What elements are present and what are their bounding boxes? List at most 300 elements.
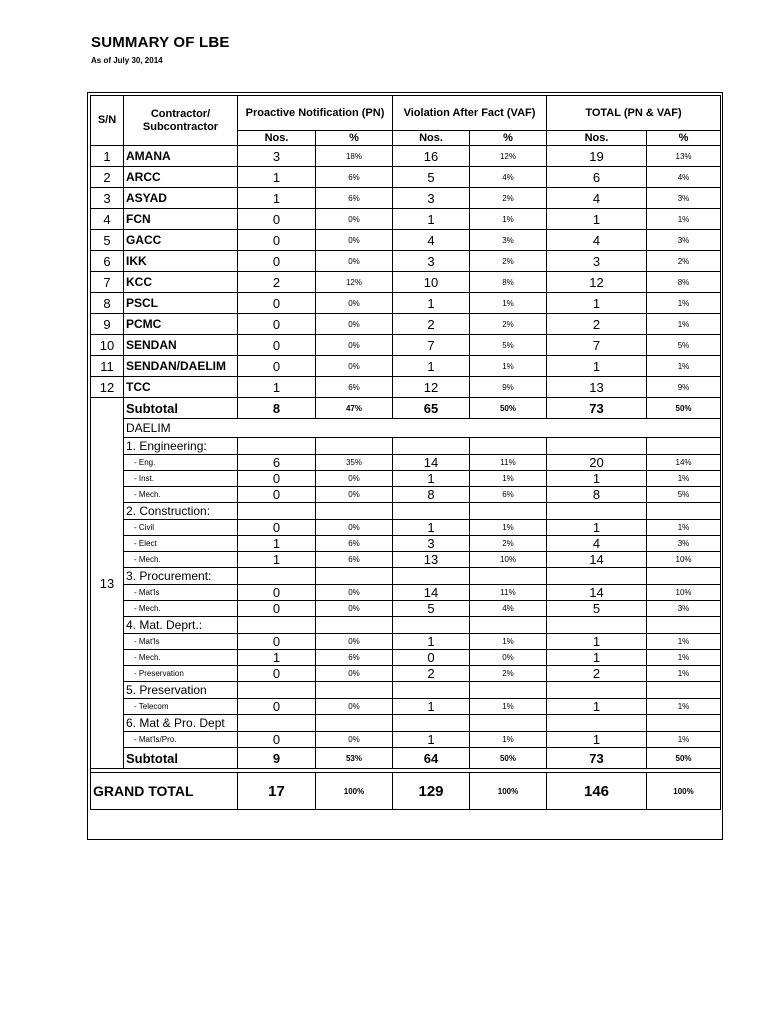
pn-percent: 53% — [316, 748, 393, 769]
header-pn: Proactive Notification (PN) — [238, 96, 393, 131]
empty-cell — [647, 503, 721, 520]
summary-table — [90, 95, 721, 810]
table-row — [91, 167, 721, 188]
empty-cell — [238, 617, 316, 634]
total-count: 8 — [547, 487, 647, 503]
pn-percent: 18% — [316, 146, 393, 167]
vaf-count: 1 — [393, 356, 470, 377]
empty-cell — [238, 682, 316, 699]
pn-count: 1 — [238, 167, 316, 188]
vaf-percent: 0% — [470, 650, 547, 666]
total-count: 1 — [547, 699, 647, 715]
group-header-row — [91, 419, 721, 438]
list-item — [91, 601, 721, 617]
total-count: 1 — [547, 471, 647, 487]
serial-number: 1 — [91, 146, 124, 167]
pn-percent: 0% — [316, 230, 393, 251]
item-name: - Civil — [124, 520, 238, 536]
item-name: - Mat'ls — [124, 634, 238, 650]
item-name: - Mech. — [124, 650, 238, 666]
pn-count: 17 — [238, 773, 316, 810]
item-name: - Mat'ls/Pro. — [124, 732, 238, 748]
vaf-count: 0 — [393, 650, 470, 666]
vaf-count: 5 — [393, 167, 470, 188]
category-label: 2. Construction: — [124, 503, 238, 520]
pn-percent: 100% — [316, 773, 393, 810]
empty-cell — [547, 438, 647, 455]
list-item — [91, 552, 721, 568]
vaf-count: 1 — [393, 699, 470, 715]
pn-percent: 6% — [316, 188, 393, 209]
subtotal-row — [91, 398, 721, 419]
total-count: 1 — [547, 732, 647, 748]
header-pn-nos: Nos. — [238, 131, 316, 146]
empty-cell — [393, 682, 470, 699]
pn-percent: 0% — [316, 699, 393, 715]
serial-number: 11 — [91, 356, 124, 377]
vaf-count: 2 — [393, 314, 470, 335]
table-row — [91, 356, 721, 377]
total-count: 20 — [547, 455, 647, 471]
serial-number: 10 — [91, 335, 124, 356]
empty-cell — [316, 715, 393, 732]
total-percent: 1% — [647, 293, 721, 314]
vaf-percent: 9% — [470, 377, 547, 398]
category-row — [91, 682, 721, 699]
pn-percent: 0% — [316, 356, 393, 377]
pn-count: 1 — [238, 188, 316, 209]
vaf-count: 8 — [393, 487, 470, 503]
vaf-count: 1 — [393, 471, 470, 487]
vaf-percent: 4% — [470, 601, 547, 617]
vaf-count: 1 — [393, 634, 470, 650]
category-label: 1. Engineering: — [124, 438, 238, 455]
empty-cell — [547, 715, 647, 732]
table-row — [91, 314, 721, 335]
pn-count: 3 — [238, 146, 316, 167]
vaf-percent: 12% — [470, 146, 547, 167]
pn-count: 0 — [238, 293, 316, 314]
total-count: 146 — [547, 773, 647, 810]
item-name: - Mat'ls — [124, 585, 238, 601]
empty-cell — [316, 617, 393, 634]
total-percent: 100% — [647, 773, 721, 810]
table-row — [91, 251, 721, 272]
table-row — [91, 146, 721, 167]
empty-cell — [393, 438, 470, 455]
subtotal-row — [91, 748, 721, 769]
category-label: 3. Procurement: — [124, 568, 238, 585]
pn-count: 1 — [238, 650, 316, 666]
pn-percent: 0% — [316, 520, 393, 536]
pn-count: 0 — [238, 487, 316, 503]
category-row — [91, 438, 721, 455]
total-percent: 1% — [647, 650, 721, 666]
total-percent: 4% — [647, 167, 721, 188]
total-percent: 3% — [647, 601, 721, 617]
vaf-percent: 2% — [470, 251, 547, 272]
pn-percent: 0% — [316, 293, 393, 314]
pn-count: 0 — [238, 251, 316, 272]
category-row — [91, 617, 721, 634]
contractor-name: TCC — [124, 377, 238, 398]
vaf-count: 12 — [393, 377, 470, 398]
table-row — [91, 188, 721, 209]
pn-percent: 35% — [316, 455, 393, 471]
vaf-count: 5 — [393, 601, 470, 617]
grand-total-row — [91, 773, 721, 810]
total-count: 1 — [547, 520, 647, 536]
category-label: 6. Mat & Pro. Dept — [124, 715, 238, 732]
empty-cell — [238, 568, 316, 585]
vaf-percent: 1% — [470, 699, 547, 715]
pn-percent: 0% — [316, 209, 393, 230]
total-percent: 1% — [647, 471, 721, 487]
header-vaf-nos: Nos. — [393, 131, 470, 146]
pn-percent: 0% — [316, 634, 393, 650]
vaf-count: 3 — [393, 188, 470, 209]
vaf-count: 3 — [393, 536, 470, 552]
header-contractor: Contractor/ Subcontractor — [124, 96, 238, 146]
vaf-count: 4 — [393, 230, 470, 251]
pn-percent: 6% — [316, 552, 393, 568]
grand-total-label: GRAND TOTAL — [91, 773, 238, 810]
item-name: - Mech. — [124, 601, 238, 617]
table-row — [91, 230, 721, 251]
pn-count: 0 — [238, 314, 316, 335]
empty-cell — [470, 568, 547, 585]
pn-percent: 0% — [316, 666, 393, 682]
empty-cell — [547, 682, 647, 699]
total-percent: 3% — [647, 188, 721, 209]
total-count: 12 — [547, 272, 647, 293]
pn-count: 1 — [238, 377, 316, 398]
total-percent: 5% — [647, 487, 721, 503]
summary-table-frame — [87, 92, 723, 840]
total-count: 2 — [547, 666, 647, 682]
pn-count: 1 — [238, 552, 316, 568]
empty-cell — [393, 568, 470, 585]
empty-cell — [470, 503, 547, 520]
serial-number: 3 — [91, 188, 124, 209]
serial-number: 9 — [91, 314, 124, 335]
pn-percent: 0% — [316, 335, 393, 356]
contractor-name: ARCC — [124, 167, 238, 188]
total-count: 4 — [547, 230, 647, 251]
pn-percent: 6% — [316, 167, 393, 188]
vaf-count: 7 — [393, 335, 470, 356]
vaf-percent: 11% — [470, 585, 547, 601]
vaf-percent: 2% — [470, 666, 547, 682]
vaf-count: 3 — [393, 251, 470, 272]
total-percent: 13% — [647, 146, 721, 167]
group-name-daelim: DAELIM — [124, 419, 721, 438]
vaf-count: 1 — [393, 209, 470, 230]
empty-cell — [393, 617, 470, 634]
pn-count: 6 — [238, 455, 316, 471]
vaf-percent: 10% — [470, 552, 547, 568]
empty-cell — [647, 617, 721, 634]
total-count: 3 — [547, 251, 647, 272]
total-count: 4 — [547, 536, 647, 552]
total-percent: 50% — [647, 398, 721, 419]
serial-number: 4 — [91, 209, 124, 230]
item-name: - Mech. — [124, 552, 238, 568]
vaf-count: 16 — [393, 146, 470, 167]
total-percent: 9% — [647, 377, 721, 398]
vaf-count: 65 — [393, 398, 470, 419]
total-percent: 14% — [647, 455, 721, 471]
empty-cell — [316, 682, 393, 699]
pn-count: 2 — [238, 272, 316, 293]
list-item — [91, 732, 721, 748]
pn-count: 0 — [238, 335, 316, 356]
total-percent: 1% — [647, 314, 721, 335]
vaf-percent: 50% — [470, 748, 547, 769]
header-total-pct: % — [647, 131, 721, 146]
contractor-name: SENDAN/DAELIM — [124, 356, 238, 377]
pn-count: 0 — [238, 732, 316, 748]
total-percent: 50% — [647, 748, 721, 769]
empty-cell — [647, 682, 721, 699]
category-label: 4. Mat. Deprt.: — [124, 617, 238, 634]
pn-percent: 0% — [316, 314, 393, 335]
total-percent: 5% — [647, 335, 721, 356]
pn-percent: 0% — [316, 471, 393, 487]
pn-count: 9 — [238, 748, 316, 769]
vaf-percent: 6% — [470, 487, 547, 503]
list-item — [91, 487, 721, 503]
total-count: 2 — [547, 314, 647, 335]
vaf-percent: 50% — [470, 398, 547, 419]
pn-percent: 0% — [316, 487, 393, 503]
vaf-count: 14 — [393, 455, 470, 471]
empty-cell — [238, 438, 316, 455]
serial-number: 7 — [91, 272, 124, 293]
list-item — [91, 634, 721, 650]
empty-cell — [316, 438, 393, 455]
subtotal-label: Subtotal — [124, 398, 238, 419]
page-subtitle: As of July 30, 2014 — [91, 56, 163, 65]
total-percent: 3% — [647, 230, 721, 251]
pn-count: 0 — [238, 634, 316, 650]
vaf-percent: 1% — [470, 356, 547, 377]
empty-cell — [238, 503, 316, 520]
contractor-name: PSCL — [124, 293, 238, 314]
pn-percent: 6% — [316, 377, 393, 398]
contractor-name: KCC — [124, 272, 238, 293]
vaf-percent: 11% — [470, 455, 547, 471]
total-percent: 1% — [647, 699, 721, 715]
table-row — [91, 272, 721, 293]
serial-number: 2 — [91, 167, 124, 188]
total-count: 1 — [547, 356, 647, 377]
vaf-percent: 2% — [470, 188, 547, 209]
contractor-name: FCN — [124, 209, 238, 230]
serial-number-daelim: 13 — [91, 398, 124, 769]
total-count: 1 — [547, 293, 647, 314]
vaf-count: 1 — [393, 520, 470, 536]
vaf-percent: 2% — [470, 536, 547, 552]
total-count: 73 — [547, 748, 647, 769]
pn-count: 0 — [238, 230, 316, 251]
vaf-percent: 8% — [470, 272, 547, 293]
total-percent: 10% — [647, 552, 721, 568]
pn-count: 0 — [238, 699, 316, 715]
header-vaf-pct: % — [470, 131, 547, 146]
category-row — [91, 568, 721, 585]
vaf-count: 1 — [393, 293, 470, 314]
list-item — [91, 455, 721, 471]
subtotal-label: Subtotal — [124, 748, 238, 769]
total-count: 14 — [547, 552, 647, 568]
pn-count: 8 — [238, 398, 316, 419]
pn-percent: 0% — [316, 601, 393, 617]
pn-count: 0 — [238, 356, 316, 377]
serial-number: 8 — [91, 293, 124, 314]
vaf-count: 13 — [393, 552, 470, 568]
vaf-percent: 1% — [470, 732, 547, 748]
serial-number: 12 — [91, 377, 124, 398]
total-percent: 1% — [647, 634, 721, 650]
vaf-percent: 1% — [470, 209, 547, 230]
item-name: - Elect — [124, 536, 238, 552]
total-percent: 1% — [647, 209, 721, 230]
list-item — [91, 471, 721, 487]
vaf-percent: 3% — [470, 230, 547, 251]
pn-percent: 0% — [316, 732, 393, 748]
header-vaf: Violation After Fact (VAF) — [393, 96, 547, 131]
vaf-count: 1 — [393, 732, 470, 748]
vaf-percent: 1% — [470, 634, 547, 650]
table-row — [91, 209, 721, 230]
total-percent: 1% — [647, 666, 721, 682]
total-count: 4 — [547, 188, 647, 209]
list-item — [91, 699, 721, 715]
pn-count: 0 — [238, 209, 316, 230]
total-count: 7 — [547, 335, 647, 356]
page-title: SUMMARY OF LBE — [91, 34, 230, 51]
total-percent: 1% — [647, 520, 721, 536]
vaf-percent: 5% — [470, 335, 547, 356]
total-count: 14 — [547, 585, 647, 601]
pn-percent: 0% — [316, 585, 393, 601]
header-sn: S/N — [91, 96, 124, 146]
empty-cell — [316, 568, 393, 585]
contractor-name: SENDAN — [124, 335, 238, 356]
pn-count: 1 — [238, 536, 316, 552]
vaf-count: 10 — [393, 272, 470, 293]
category-row — [91, 715, 721, 732]
vaf-percent: 1% — [470, 520, 547, 536]
empty-cell — [647, 715, 721, 732]
serial-number: 5 — [91, 230, 124, 251]
total-count: 5 — [547, 601, 647, 617]
category-label: 5. Preservation — [124, 682, 238, 699]
table-row — [91, 293, 721, 314]
list-item — [91, 650, 721, 666]
vaf-count: 14 — [393, 585, 470, 601]
empty-cell — [547, 568, 647, 585]
header-pn-pct: % — [316, 131, 393, 146]
contractor-name: GACC — [124, 230, 238, 251]
pn-percent: 12% — [316, 272, 393, 293]
pn-percent: 0% — [316, 251, 393, 272]
empty-cell — [393, 715, 470, 732]
pn-count: 0 — [238, 601, 316, 617]
list-item — [91, 520, 721, 536]
serial-number: 6 — [91, 251, 124, 272]
pn-count: 0 — [238, 585, 316, 601]
item-name: - Eng. — [124, 455, 238, 471]
vaf-percent: 4% — [470, 167, 547, 188]
pn-count: 0 — [238, 666, 316, 682]
total-count: 1 — [547, 650, 647, 666]
pn-percent: 6% — [316, 650, 393, 666]
total-count: 1 — [547, 209, 647, 230]
empty-cell — [647, 568, 721, 585]
empty-cell — [238, 715, 316, 732]
pn-count: 0 — [238, 471, 316, 487]
empty-cell — [470, 617, 547, 634]
vaf-count: 129 — [393, 773, 470, 810]
contractor-name: PCMC — [124, 314, 238, 335]
total-percent: 10% — [647, 585, 721, 601]
pn-count: 0 — [238, 520, 316, 536]
contractor-name: AMANA — [124, 146, 238, 167]
total-percent: 8% — [647, 272, 721, 293]
category-row — [91, 503, 721, 520]
vaf-count: 2 — [393, 666, 470, 682]
vaf-percent: 2% — [470, 314, 547, 335]
total-percent: 2% — [647, 251, 721, 272]
vaf-count: 64 — [393, 748, 470, 769]
header-total: TOTAL (PN & VAF) — [547, 96, 721, 131]
table-row — [91, 377, 721, 398]
total-count: 13 — [547, 377, 647, 398]
list-item — [91, 536, 721, 552]
total-count: 73 — [547, 398, 647, 419]
item-name: - Telecom — [124, 699, 238, 715]
pn-percent: 6% — [316, 536, 393, 552]
empty-cell — [393, 503, 470, 520]
pn-percent: 47% — [316, 398, 393, 419]
total-percent: 3% — [647, 536, 721, 552]
empty-cell — [470, 438, 547, 455]
item-name: - Mech. — [124, 487, 238, 503]
total-count: 19 — [547, 146, 647, 167]
contractor-name: ASYAD — [124, 188, 238, 209]
empty-cell — [470, 715, 547, 732]
total-percent: 1% — [647, 356, 721, 377]
total-count: 6 — [547, 167, 647, 188]
empty-cell — [547, 617, 647, 634]
vaf-percent: 1% — [470, 293, 547, 314]
item-name: - Inst. — [124, 471, 238, 487]
empty-cell — [470, 682, 547, 699]
total-percent: 1% — [647, 732, 721, 748]
empty-cell — [647, 438, 721, 455]
header-total-nos: Nos. — [547, 131, 647, 146]
contractor-name: IKK — [124, 251, 238, 272]
list-item — [91, 585, 721, 601]
empty-cell — [316, 503, 393, 520]
item-name: - Preservation — [124, 666, 238, 682]
empty-cell — [547, 503, 647, 520]
total-count: 1 — [547, 634, 647, 650]
vaf-percent: 100% — [470, 773, 547, 810]
table-row — [91, 335, 721, 356]
